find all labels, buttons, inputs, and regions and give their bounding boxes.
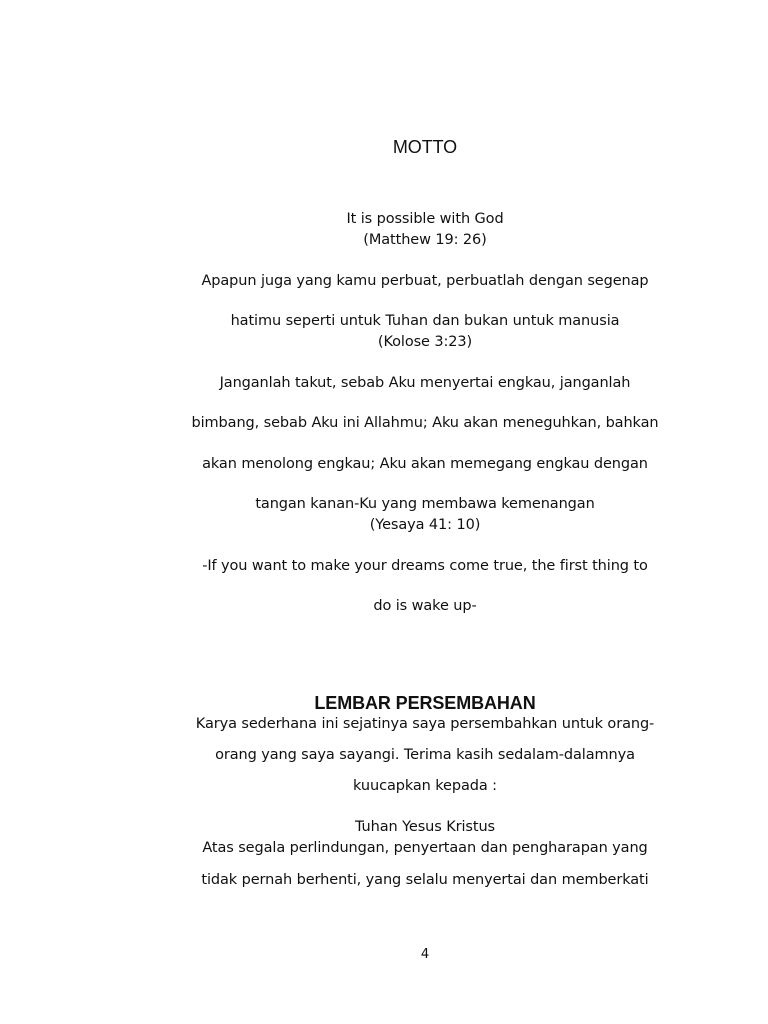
dedication-line: Tuhan Yesus Kristus	[354, 819, 496, 835]
motto-line: do is wake up-	[373, 598, 477, 614]
motto-line: (Yesaya 41: 10)	[369, 517, 481, 533]
motto-line: Apapun juga yang kamu perbuat, perbuatlah dengan segenap	[201, 273, 649, 289]
motto-line: akan menolong engkau; Aku akan memegang engkau dengan	[202, 456, 648, 472]
motto-line: -If you want to make your dreams come true, the first thing to	[202, 558, 648, 574]
dedication-title: LEMBAR PERSEMBAHAN	[314, 693, 536, 713]
motto-line: It is possible with God	[346, 211, 504, 227]
motto-line: bimbang, sebab Aku ini Allahmu; Aku akan meneguhkan, bahkan	[191, 415, 659, 431]
motto-line: Janganlah takut, sebab Aku menyertai engkau, janganlah	[219, 375, 631, 391]
dedication-line: Karya sederhana ini sejatinya saya persembahkan untuk orang-	[195, 716, 655, 732]
motto-line: (Kolose 3:23)	[377, 334, 473, 350]
page-number: 4	[420, 947, 430, 962]
motto-line: tangan kanan-Ku yang membawa kemenangan	[255, 496, 595, 512]
dedication-line: kuucapkan kepada :	[353, 778, 497, 794]
motto-line: (Matthew 19: 26)	[363, 232, 487, 248]
motto-title: MOTTO	[392, 137, 458, 157]
dedication-line: Atas segala perlindungan, penyertaan dan pengharapan yang	[202, 840, 648, 856]
dedication-line: orang yang saya sayangi. Terima kasih sedalam-dalamnya	[215, 747, 635, 763]
motto-line: hatimu seperti untuk Tuhan dan bukan untuk manusia	[230, 313, 620, 329]
dedication-line: tidak pernah berhenti, yang selalu menyertai dan memberkati	[201, 872, 649, 888]
